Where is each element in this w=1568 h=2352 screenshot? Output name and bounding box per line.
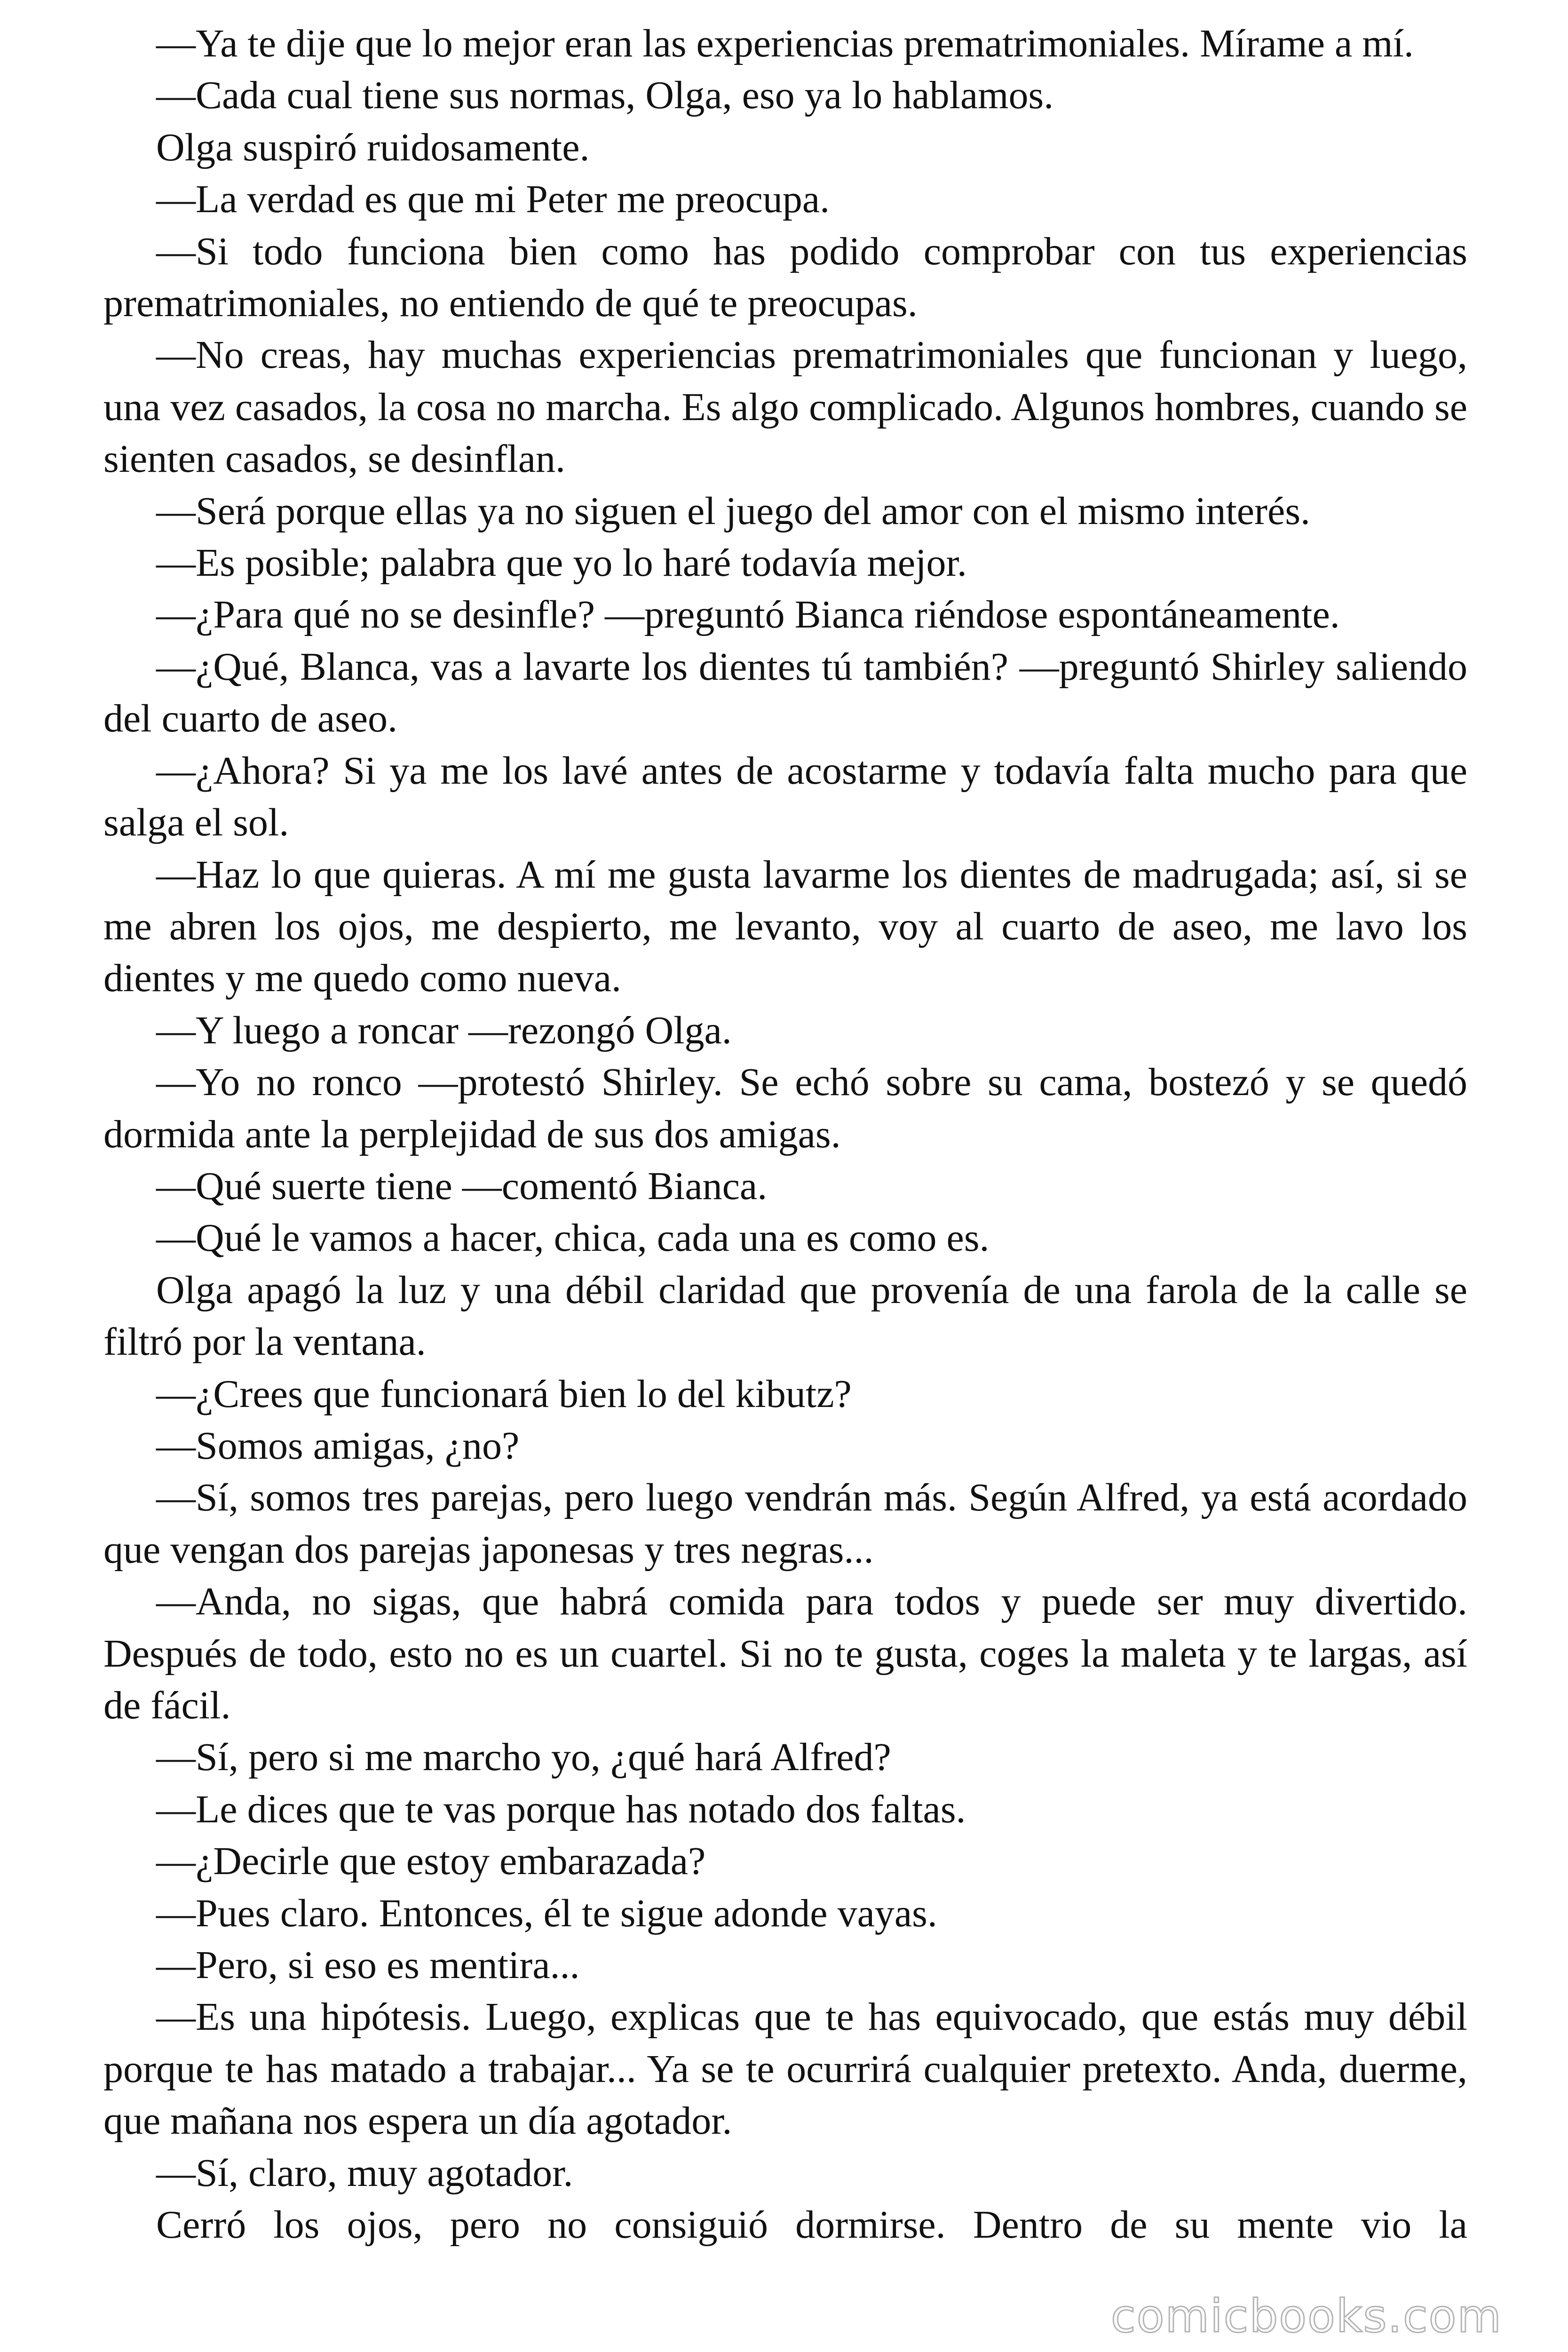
paragraph-3: Olga suspiró ruidosamente. (156, 125, 590, 169)
paragraph-23: —Le dices que te vas porque has notado dos faltas. (156, 1787, 966, 1831)
paragraph-26: —Pero, si eso es mentira... (156, 1943, 580, 1987)
paragraph-10: —¿Qué, Blanca, vas a lavarte los dientes tú también? —preguntó Shirley saliendo del cuarto de aseo. (103, 644, 1467, 741)
paragraph-22: —Sí, pero si me marcho yo, ¿qué hará Alfred? (156, 1735, 891, 1780)
paragraph-12: —Haz lo que quieras. A mí me gusta lavarme los dientes de madrugada; así, si se me abren los ojos, me despierto, me levanto, voy al cuarto de aseo, me lavo los dientes y me quedo como nueva. (103, 852, 1467, 1001)
book-page (103, 18, 1467, 2342)
watermark: comicbooks.com (1110, 2290, 1502, 2343)
paragraph-15: —Qué suerte tiene —comentó Bianca. (156, 1164, 768, 1208)
paragraph-16: —Qué le vamos a hacer, chica, cada una es como es. (156, 1216, 990, 1260)
paragraph-29: Cerró los ojos, pero no consiguió dormirse. Dentro de su mente vio la (156, 2203, 1467, 2247)
paragraph-9: —¿Para qué no se desinfle? —preguntó Bianca riéndose espontáneamente. (156, 593, 1340, 637)
paragraph-27: —Es una hipótesis. Luego, explicas que te has equivocado, que estás muy débil porque te has matado a trabajar... Ya se te ocurrirá cualquier pretexto. Anda, duerme, que mañana nos espera un día agotador. (103, 1995, 1467, 2143)
paragraph-5: —Si todo funciona bien como has podido comprobar con tus experiencias prematrimoniales, no entiendo de qué te preocupas. (103, 229, 1467, 326)
paragraph-20: —Sí, somos tres parejas, pero luego vendrán más. Según Alfred, ya está acordado que vengan dos parejas japonesas y tres negras... (103, 1476, 1467, 1572)
paragraph-17: Olga apagó la luz y una débil claridad que provenía de una farola de la calle se filtró por la ventana. (103, 1268, 1467, 1364)
paragraph-8: —Es posible; palabra que yo lo haré todavía mejor. (156, 541, 967, 585)
paragraph-28: —Sí, claro, muy agotador. (156, 2151, 573, 2195)
paragraph-6: —No creas, hay muchas experiencias prematrimoniales que funcionan y luego, una vez casados, la cosa no marcha. Es algo complicado. Algunos hombres, cuando se sienten casados, se desinflan. (103, 333, 1467, 481)
paragraph-4: —La verdad es que mi Peter me preocupa. (156, 177, 830, 222)
paragraph-21: —Anda, no sigas, que habrá comida para todos y puede ser muy divertido. Después de todo, esto no es un cuartel. Si no te gusta, coges la maleta y te largas, así de fácil. (103, 1580, 1467, 1727)
paragraph-14: —Yo no ronco —protestó Shirley. Se echó sobre su cama, bostezó y se quedó dormida ante la perplejidad de sus dos amigas. (103, 1060, 1467, 1156)
paragraph-1: —Ya te dije que lo mejor eran las experiencias prematrimoniales. Mírame a mí. (156, 22, 1414, 65)
paragraph-24: —¿Decirle que estoy embarazada? (156, 1839, 706, 1883)
paragraph-18: —¿Crees que funcionará bien lo del kibutz? (156, 1372, 852, 1416)
paragraph-19: —Somos amigas, ¿no? (156, 1423, 520, 1468)
paragraph-7: —Será porque ellas ya no siguen el juego del amor con el mismo interés. (156, 489, 1311, 533)
paragraph-25: —Pues claro. Entonces, él te sigue adonde vayas. (156, 1891, 937, 1935)
paragraph-13: —Y luego a roncar —rezongó Olga. (156, 1008, 732, 1052)
paragraph-11: —¿Ahora? Si ya me los lavé antes de acostarme y todavía falta mucho para que salga el sol. (103, 748, 1467, 845)
paragraph-2: —Cada cual tiene sus normas, Olga, eso ya lo hablamos. (156, 73, 1054, 118)
